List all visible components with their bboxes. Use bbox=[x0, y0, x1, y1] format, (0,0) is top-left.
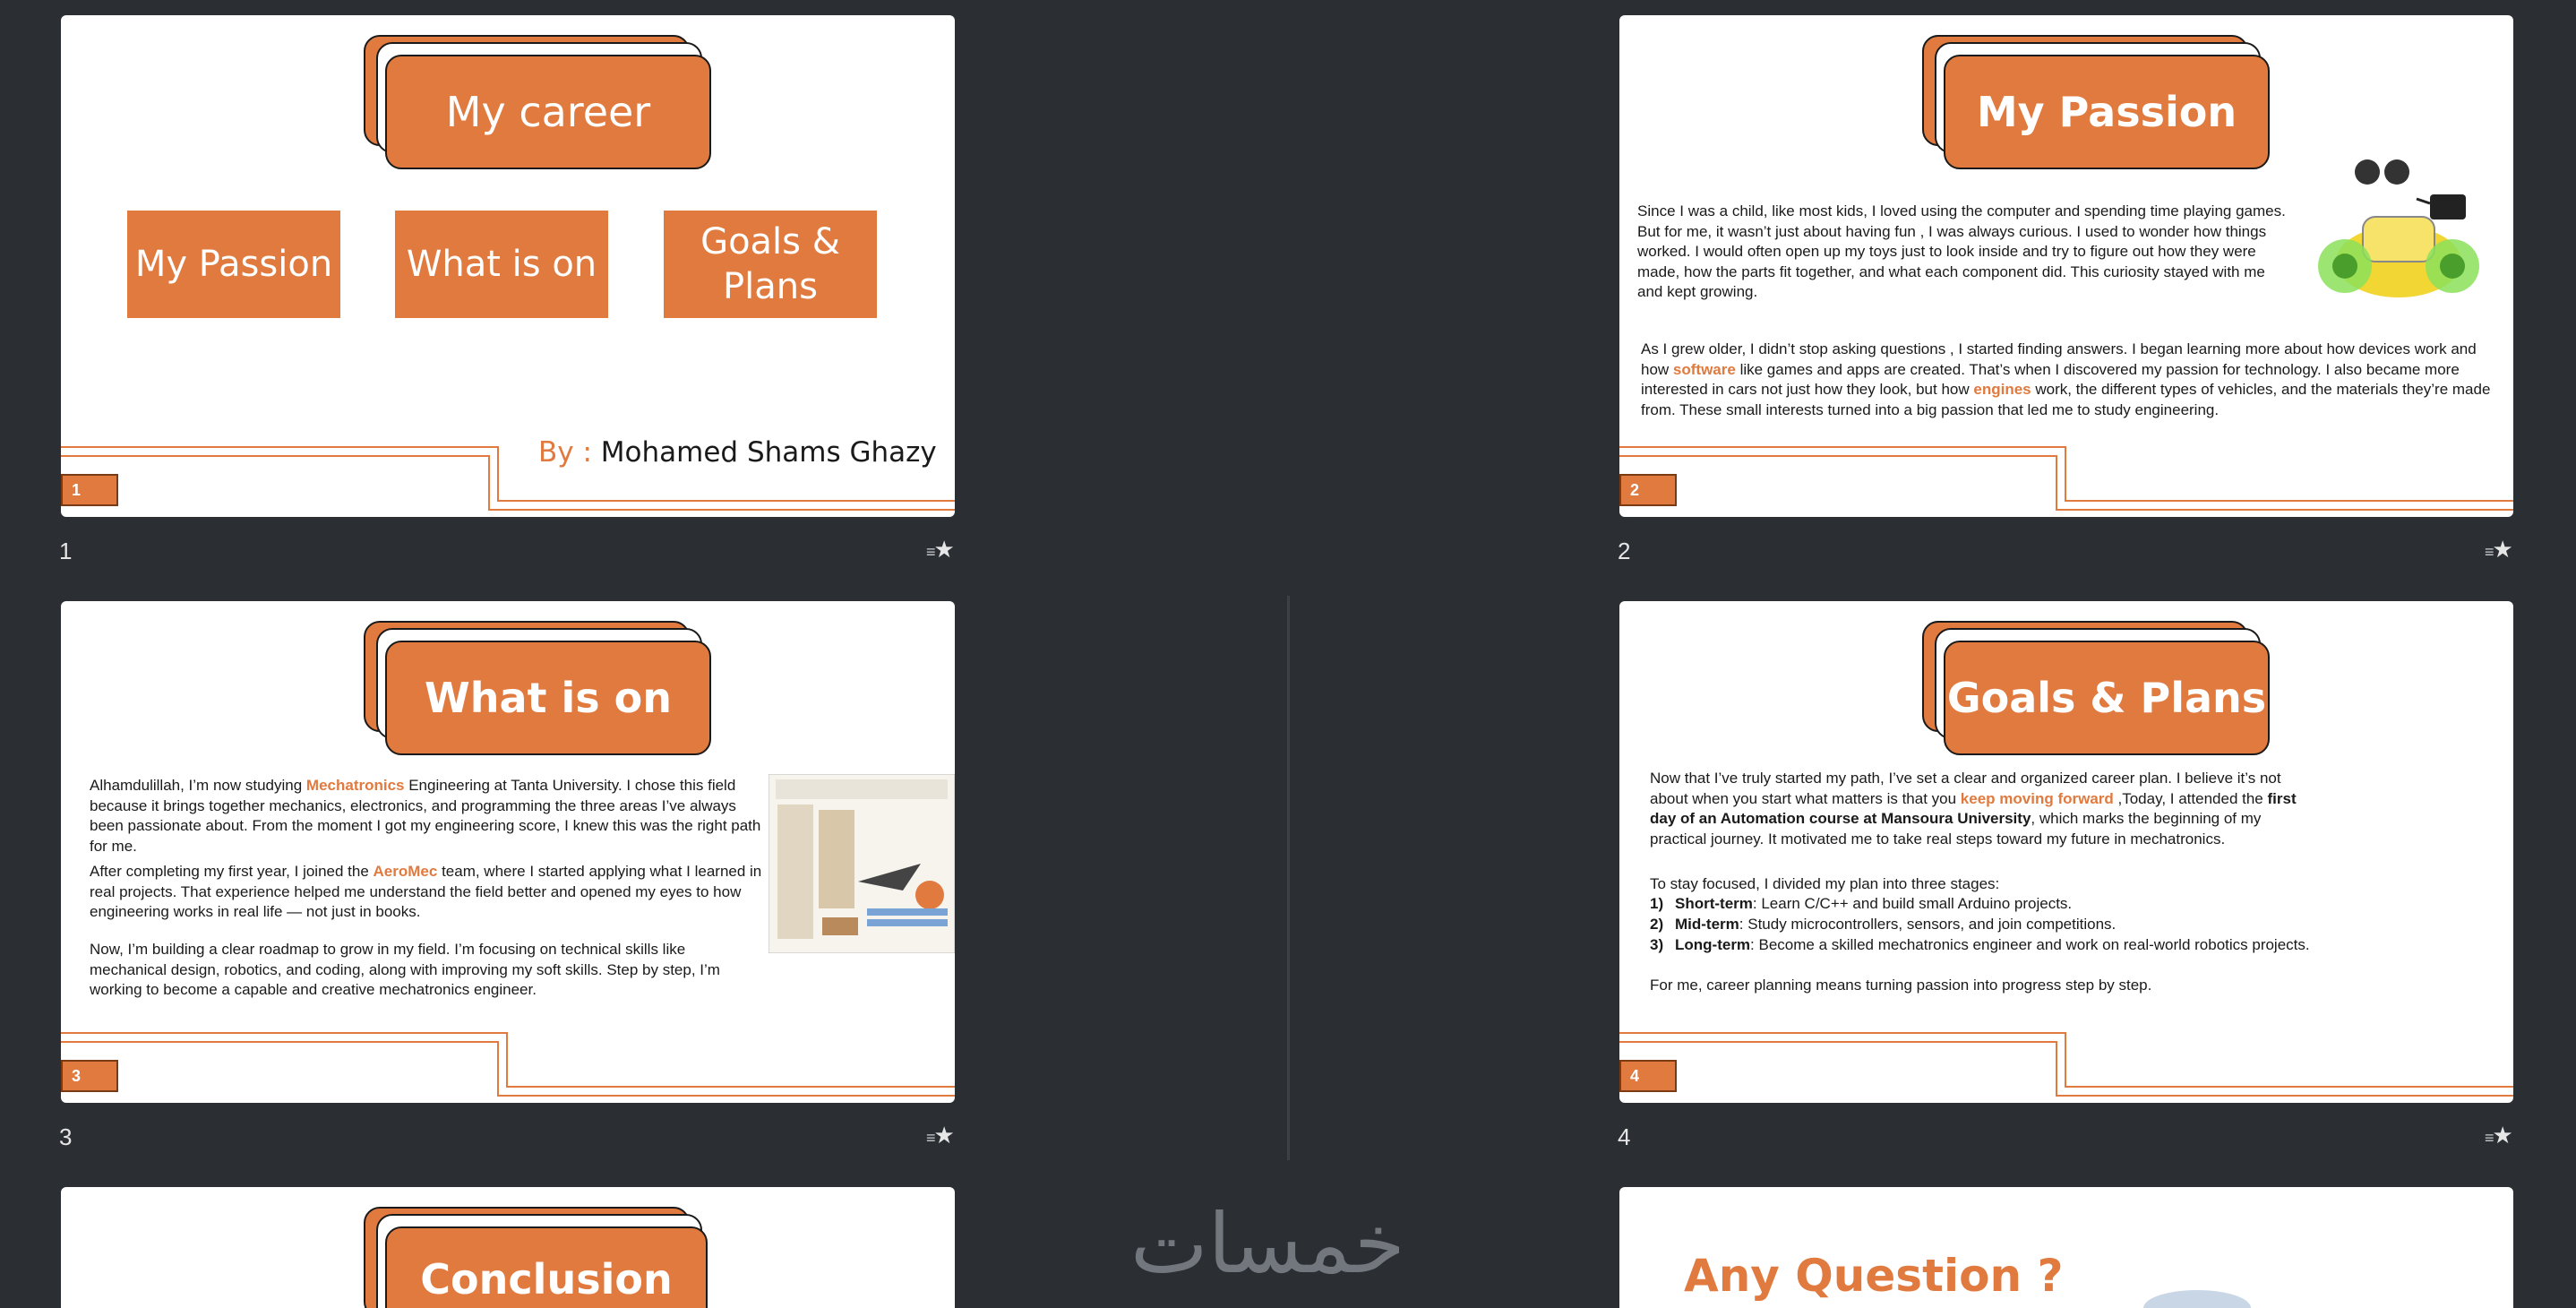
box-goals-plans: Goals & Plans bbox=[664, 211, 877, 318]
page-number: 3 bbox=[61, 1060, 118, 1092]
page-number: 4 bbox=[1619, 1060, 1677, 1092]
p2-text-a: After completing my first year, I joined the bbox=[90, 863, 374, 880]
title-badge bbox=[364, 1207, 713, 1308]
highlight-mechatronics: Mechatronics bbox=[305, 777, 405, 794]
slide-title: Any Question ? bbox=[1684, 1250, 2064, 1302]
stages-intro: To stay focused, I divided my plan into three stages: bbox=[1650, 875, 2000, 892]
bold-automation-course: first day of an Automation course at Mansoura University bbox=[1650, 789, 2297, 827]
stage-number: 3) bbox=[1650, 936, 1664, 953]
robot-image bbox=[2139, 1286, 2255, 1308]
stage-label: Short-term bbox=[1675, 895, 1753, 912]
author-name: Mohamed Shams Ghazy bbox=[600, 436, 937, 469]
toy-car-image bbox=[2309, 154, 2488, 324]
slide-title: My career bbox=[385, 55, 711, 169]
slide-title: Goals & Plans bbox=[1944, 641, 2270, 755]
p1-text-a: Now that I’ve truly started my path, I’ve set a clear and organized career plan. I believe it’s not about when you start what matters is that you bbox=[1650, 770, 2281, 807]
poster-image bbox=[769, 774, 955, 953]
stage-2 bbox=[1650, 915, 2456, 935]
watermark: خمسات bbox=[1130, 1196, 1405, 1292]
slide-2[interactable] bbox=[1619, 15, 2513, 517]
star-icon[interactable]: ≡ ★ bbox=[926, 536, 955, 564]
by-label: By : bbox=[538, 436, 592, 469]
para2-text-c: work, the different types of vehicles, and the materials they’re made from. These small interests turned into a big passion that led me to study engineering. bbox=[1641, 381, 2491, 418]
highlight-keep-moving: keep moving forward bbox=[1960, 789, 2114, 807]
stage-text: : Study microcontrollers, sensors, and join competitions. bbox=[1739, 916, 2117, 933]
title-badge bbox=[364, 621, 713, 760]
stage-text: : Become a skilled mechatronics engineer and work on real-world robotics projects. bbox=[1750, 936, 2310, 953]
slide-4[interactable] bbox=[1619, 601, 2513, 1103]
stage-text: : Learn C/C++ and build small Arduino projects. bbox=[1752, 895, 2073, 912]
p2-text-b: team, where I started applying what I learned in real projects. That experience helped me understand the field better and opened my eyes to how engineering works in real life — not just in books. bbox=[90, 863, 762, 920]
grid-divider bbox=[1287, 596, 1290, 1160]
slide-title: My Passion bbox=[1944, 55, 2270, 169]
star-icon[interactable]: ≡ ★ bbox=[926, 1122, 955, 1149]
para2-text-a: As I grew older, I didn’t stop asking questions , I started finding answers. I began learning more about how devices work and how bbox=[1641, 340, 2477, 378]
byline bbox=[538, 435, 937, 470]
p1-text-c: , which marks the beginning of my practical journey. It motivated me to take real steps toward my future in mechatronics. bbox=[1650, 810, 2262, 848]
slide-6[interactable] bbox=[1619, 1187, 2513, 1308]
title-badge bbox=[1922, 35, 2271, 174]
slide-1[interactable] bbox=[61, 15, 955, 517]
slide-4-label: 4 bbox=[1618, 1123, 1631, 1150]
stage-1 bbox=[1650, 894, 2456, 915]
what-paragraph-2 bbox=[90, 862, 775, 923]
passion-paragraph-1: Since I was a child, like most kids, I loved using the computer and spending time playing games. But for me, it wasn’t just about having fun , I was always curious. I used to wonder how things worked. I would often open up my toys just to look inside and try to figure out how they were made, how the parts fit together, and what each component did. This curiosity stayed with me and kept growing. bbox=[1637, 202, 2286, 300]
stage-3 bbox=[1650, 935, 2474, 956]
slide-1-label: 1 bbox=[59, 538, 73, 564]
slide-title: What is on bbox=[385, 641, 711, 755]
slide-5[interactable] bbox=[61, 1187, 955, 1308]
stage-label: Mid-term bbox=[1675, 916, 1739, 933]
title-badge bbox=[364, 35, 713, 174]
passion-paragraph-2 bbox=[1641, 340, 2492, 420]
closing-line: For me, career planning means turning passion into progress step by step. bbox=[1650, 977, 2152, 994]
star-icon[interactable]: ≡ ★ bbox=[2485, 1122, 2513, 1149]
slide-3[interactable] bbox=[61, 601, 955, 1103]
box-what-is-on: What is on bbox=[395, 211, 608, 318]
page-number: 2 bbox=[1619, 474, 1677, 506]
p1-text-b: Engineering at Tanta University. I chose this field because it brings together mechanics, electronics, and programming the three areas I’ve always been passionate about. From the moment I got my engineering score, I knew this was the right path for me. bbox=[90, 777, 761, 855]
para2-text-b: like games and apps are created. That’s when I discovered my passion for technology. I also became more interested in cars not just how they look, but how bbox=[1641, 360, 2460, 398]
goals-paragraph-1 bbox=[1650, 769, 2304, 849]
stage-label: Long-term bbox=[1675, 936, 1751, 953]
p1-text-b: ,Today, I attended the bbox=[2113, 789, 2268, 807]
p1-text-a: Alhamdulillah, I’m now studying bbox=[90, 777, 306, 794]
what-paragraph-1 bbox=[90, 776, 770, 856]
slide-title: Conclusion bbox=[385, 1226, 708, 1308]
box-my-passion: My Passion bbox=[127, 211, 340, 318]
highlight-software: software bbox=[1672, 360, 1736, 378]
stage-number: 1) bbox=[1650, 895, 1664, 912]
star-icon[interactable]: ≡ ★ bbox=[2485, 536, 2513, 564]
page-number: 1 bbox=[61, 474, 118, 506]
slide-3-label: 3 bbox=[59, 1123, 73, 1150]
what-paragraph-3: Now, I’m building a clear roadmap to grow in my field. I’m focusing on technical skills like mechanical design, robotics, and coding, along with improving my soft skills. Step by step, I’m working to become a capable and creative mechatronics engineer. bbox=[90, 941, 720, 998]
highlight-aeromec: AeroMec bbox=[373, 863, 438, 880]
title-badge bbox=[1922, 621, 2271, 760]
slide-2-label: 2 bbox=[1618, 538, 1631, 564]
highlight-engines: engines bbox=[1973, 381, 2031, 398]
stage-number: 2) bbox=[1650, 916, 1664, 933]
